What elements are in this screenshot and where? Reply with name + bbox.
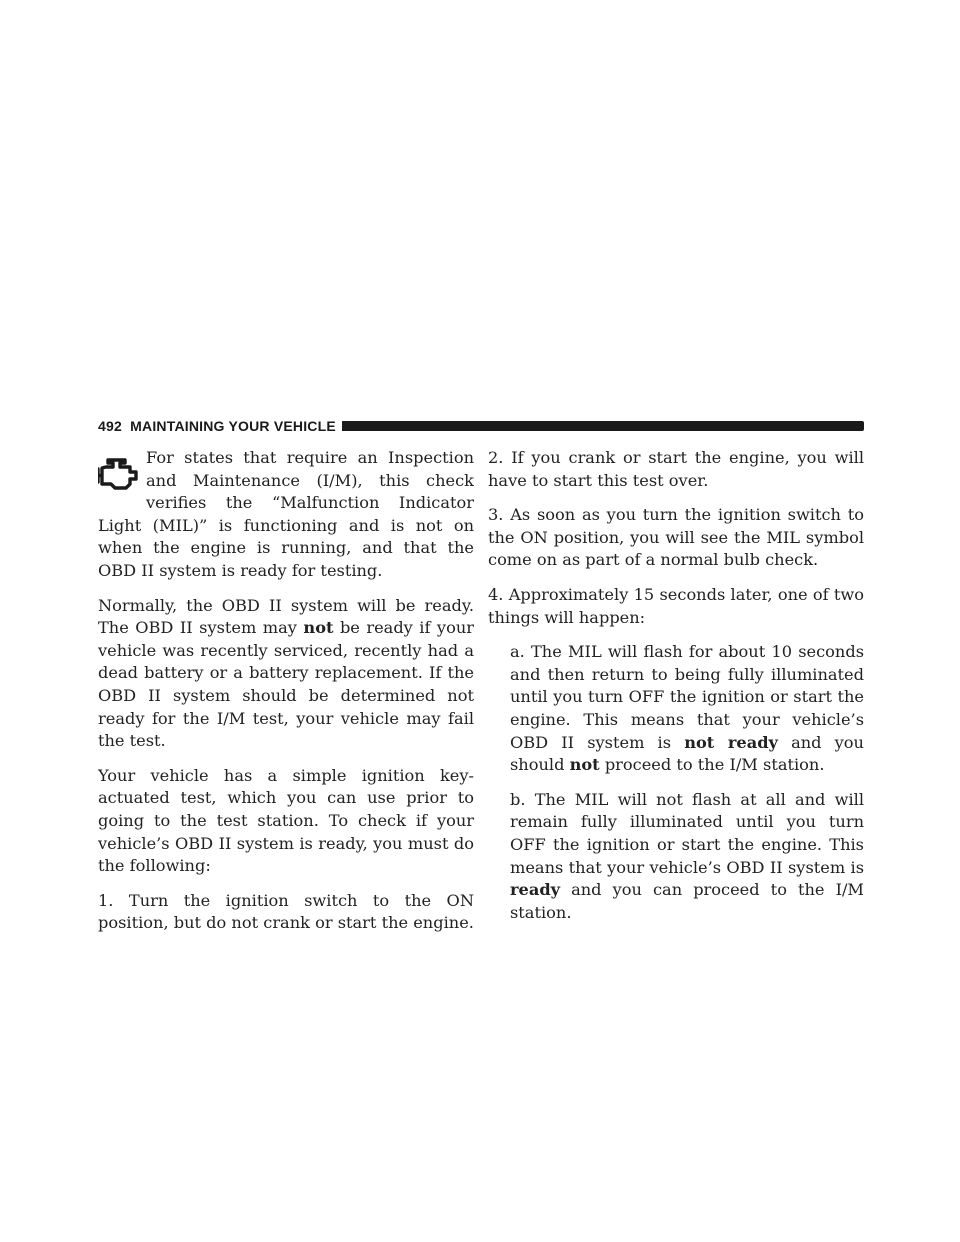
check-engine-icon <box>98 455 138 501</box>
page-header <box>98 417 864 435</box>
sub-b-text-2: and you can proceed to the I/M station. <box>510 880 864 922</box>
right-column <box>488 447 864 936</box>
sub-a-bold-2: not <box>569 755 600 775</box>
sub-step-b <box>488 789 864 925</box>
left-column <box>98 447 474 947</box>
page-number: 492 <box>98 418 122 434</box>
intro-text: For states that require an Inspection and Maintenance (I/M), this check verifies the “Malfunction Indicator Light (MIL)” is functioning and is not on when the engine is running, and that the OBD II system is ready for testing. <box>98 448 474 580</box>
sub-a-text-3: proceed to the I/M station. <box>604 755 825 775</box>
readiness-paragraph <box>98 595 474 753</box>
intro-paragraph <box>98 447 474 583</box>
step-2: 2. If you crank or start the engine, you will have to start this test over. <box>488 448 864 490</box>
readiness-text-1: Normally, the OBD II system will be ready. The OBD II system may <box>98 595 474 638</box>
sub-a-text-1: a. The MIL will flash for about 10 seconds and then return to being fully illuminated until you turn OFF the ignition or start the engine. This means that your vehicle’s OBD II system is <box>510 642 864 752</box>
sub-step-a <box>488 641 864 777</box>
readiness-bold: not <box>303 618 334 638</box>
header-label <box>98 418 342 434</box>
key-test-paragraph: Your vehicle has a simple ignition key-actuated test, which you can use prior to going to the test station. To check if your vehicle’s OBD II system is ready, you must do the following: <box>98 765 474 876</box>
sub-b-text-1: b. The MIL will not flash at all and will remain fully illuminated until you turn OFF the ignition or start the engine. This means that your vehicle’s OBD II system is <box>510 789 864 877</box>
sub-b-bold: ready <box>510 880 561 900</box>
sub-a-text-2: and you should <box>510 732 864 775</box>
step-1: 1. Turn the ignition switch to the ON position, but do not crank or start the engine. <box>98 890 474 933</box>
section-title: MAINTAINING YOUR VEHICLE <box>130 418 336 434</box>
step-3: 3. As soon as you turn the ignition switch to the ON position, you will see the MIL symbol come on as part of a normal bulb check. <box>488 505 864 570</box>
header-rule <box>342 421 864 431</box>
step-4: 4. Approximately 15 seconds later, one of two things will happen: <box>488 584 864 627</box>
sub-a-bold-1: not ready <box>684 732 778 752</box>
readiness-text-2: be ready if your vehicle was recently serviced, recently had a dead battery or a battery replacement. If the OBD II system should be determined not ready for the I/M test, your vehicle may fail the test. <box>98 618 474 751</box>
